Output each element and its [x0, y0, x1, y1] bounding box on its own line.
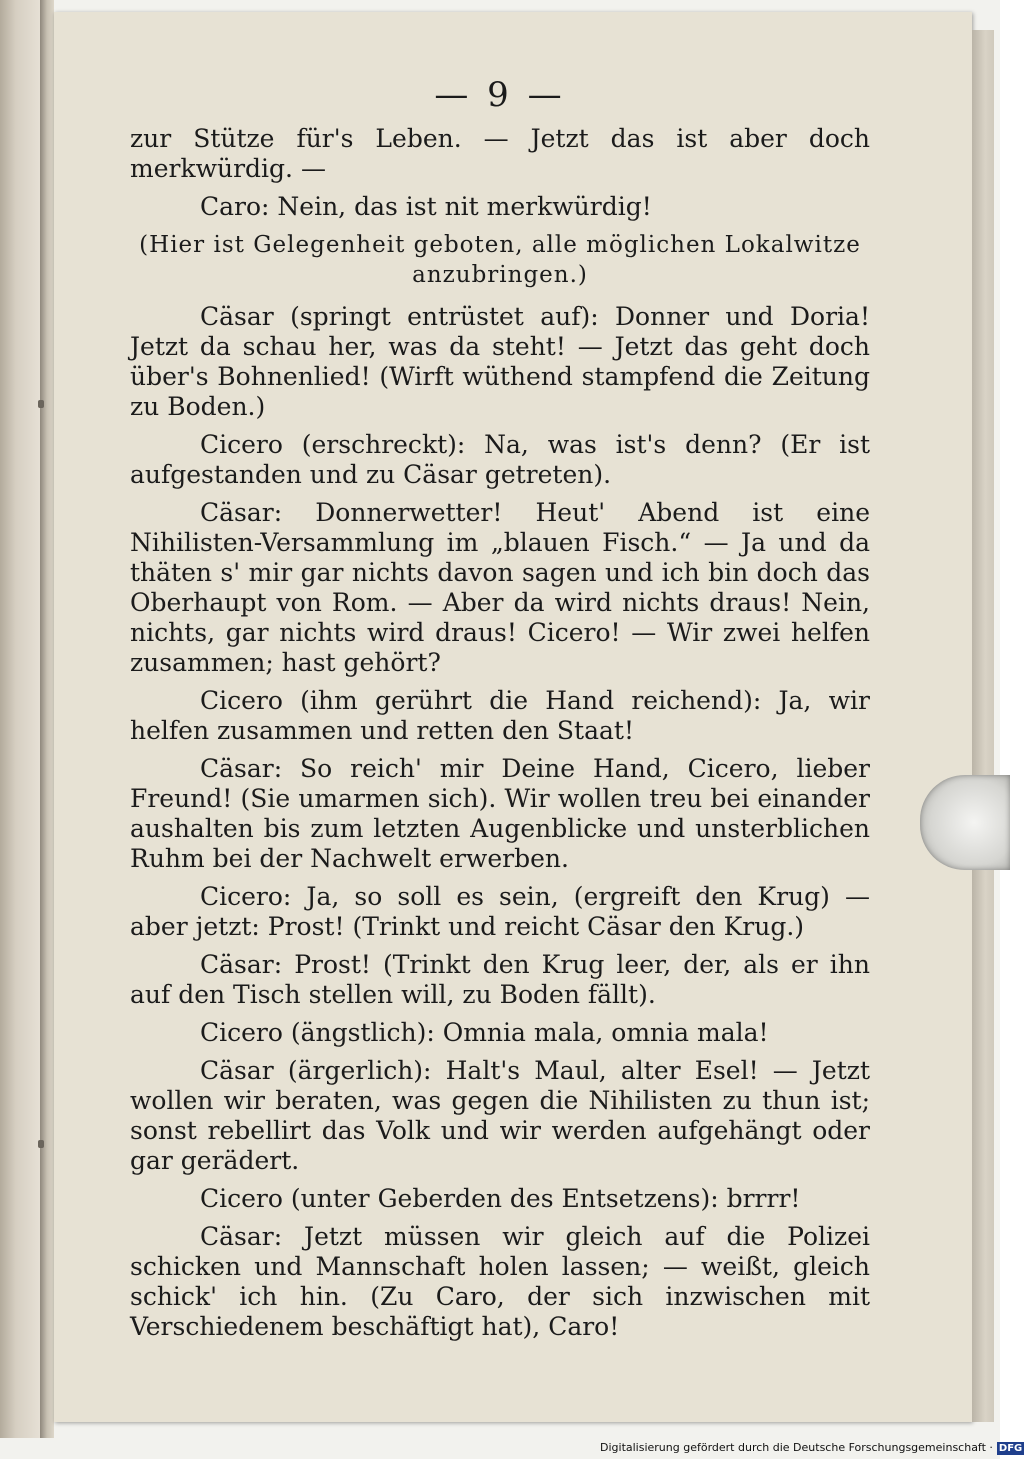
page-number: — 9 —: [434, 75, 566, 115]
dialogue-line: Cicero (ängstlich): Omnia mala, omnia mala!: [200, 1018, 769, 1047]
dialogue-line: Cäsar: Donnerwetter! Heut' Abend ist eine Nihilisten-Versammlung im „blauen Fisch.“ — Ja und da thäten s' mir gar nichts davon sagen und ich bin doch das Oberhaupt von Rom. — Aber da wird nichts draus! Nein, nichts, gar nichts wird draus! Cicero! — Wir zwei helfen zusammen; hast gehört?: [130, 498, 870, 677]
page-edge-strip: [972, 30, 994, 1422]
digitization-credit: [600, 1441, 1023, 1455]
page-text: [130, 75, 870, 1350]
dialogue-line: Cicero: Ja, so soll es sein, (ergreift den Krug) — aber jetzt: Prost! (Trinkt und reicht Cäsar den Krug.): [130, 882, 870, 941]
dialogue-line: Cäsar: So reich' mir Deine Hand, Cicero, lieber Freund! (Sie umarmen sich). Wir wollen treu bei einander aushalten bis zum letzten Augenblicke und unsterblichen Ruhm bei der Nachwelt erwerben.: [130, 754, 870, 873]
paragraph: zur Stütze für's Leben. — Jetzt das ist aber doch merkwürdig. —: [130, 124, 870, 183]
dfg-logo: DFG: [998, 1443, 1023, 1454]
scanner-clip: [920, 775, 1010, 870]
facing-page-edge: [0, 0, 41, 1438]
dialogue-line: Cicero (ihm gerührt die Hand reichend): Ja, wir helfen zusammen und retten den Staat!: [130, 686, 870, 745]
stage-note: (Hier ist Gelegenheit geboten, alle möglichen Lokalwitze anzubringen.): [139, 232, 861, 288]
dialogue-line: Cicero (erschreckt): Na, was ist's denn? (Er ist aufgestanden und zu Cäsar getreten).: [130, 430, 870, 489]
book-gutter: [40, 0, 54, 1438]
dialogue-line: Cäsar (ärgerlich): Halt's Maul, alter Esel! — Jetzt wollen wir beraten, was gegen die Nihilisten zu thun ist; sonst rebellirt das Volk und wir werden aufgehängt oder gar gerädert.: [130, 1056, 870, 1175]
dialogue-line: Cicero (unter Geberden des Entsetzens): brrrr!: [200, 1184, 801, 1213]
dialogue-line: Caro: Nein, das ist nit merkwürdig!: [200, 192, 652, 221]
dialogue-line: Cäsar: Prost! (Trinkt den Krug leer, der, als er ihn auf den Tisch stellen will, zu Boden fällt).: [130, 950, 870, 1009]
dialogue-line: Cäsar: Jetzt müssen wir gleich auf die Polizei schicken und Mannschaft holen lassen; — weißt, gleich schick' ich hin. (Zu Caro, der sich inzwischen mit Verschiedenem beschäftigt hat), Caro!: [130, 1222, 870, 1341]
binding-hole: [38, 400, 44, 408]
dialogue-line: Cäsar (springt entrüstet auf): Donner und Doria! Jetzt da schau her, was da steht! — Jetzt das geht doch über's Bohnenlied! (Wirft wüthend stampfend die Zeitung zu Boden.): [130, 302, 870, 421]
binding-hole: [38, 1140, 44, 1148]
credit-text: Digitalisierung gefördert durch die Deutsche Forschungsgemeinschaft ·: [600, 1441, 993, 1454]
